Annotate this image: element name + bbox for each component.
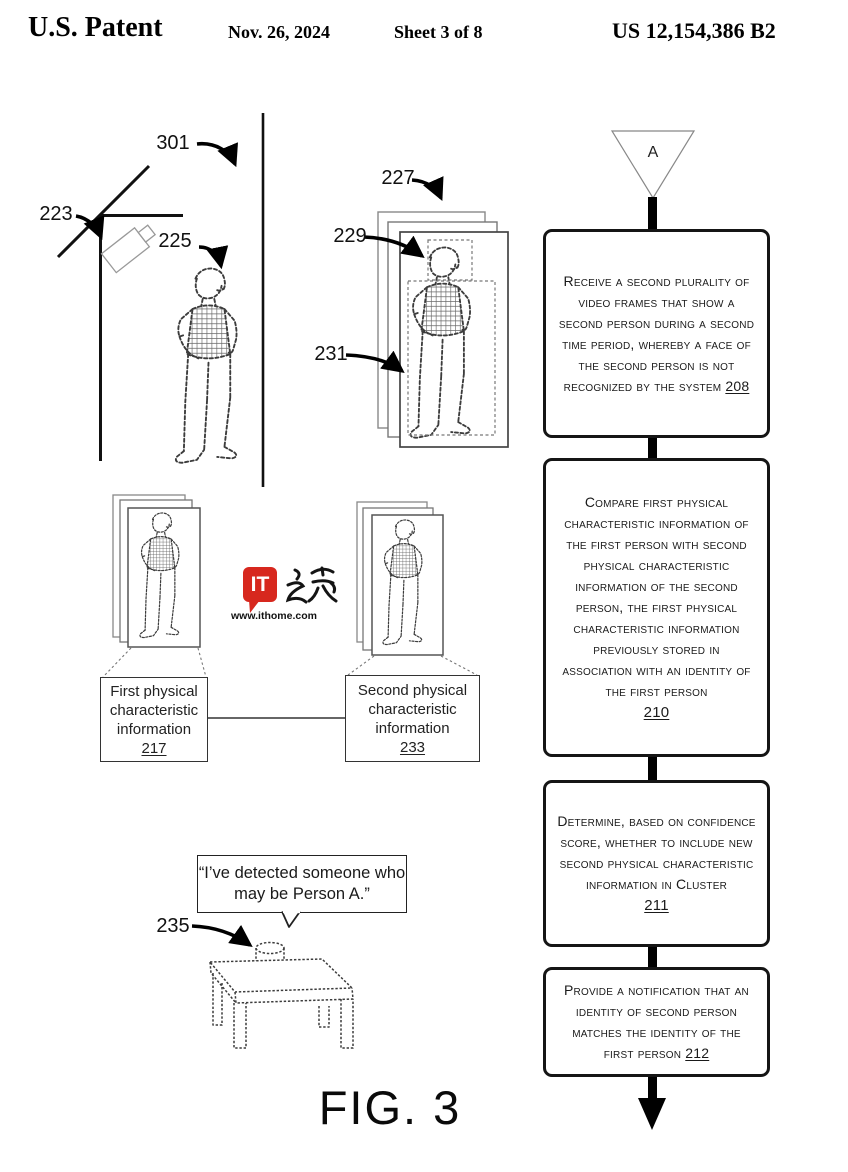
second-physical-info-box (345, 675, 480, 762)
flow-step-provide-notification (543, 967, 770, 1077)
callout-225: 225 (158, 230, 192, 252)
step-text: Provide a notification that an identity of second person matches the identity of the first person (564, 982, 749, 1061)
camera-scene (58, 113, 263, 487)
figure-caption: FIG. 3 (318, 1081, 462, 1134)
callout-301: 301 (156, 132, 190, 154)
callout-231: 231 (314, 343, 348, 365)
ithome-logo-text: IT (250, 572, 270, 596)
callout-223: 223 (39, 203, 73, 225)
first-physical-info-box (100, 677, 208, 762)
header-sheet-number: Sheet 3 of 8 (394, 22, 483, 42)
flow-step-receive-frames (543, 229, 770, 438)
ithome-logo-badge (243, 567, 277, 602)
header-title: U.S. Patent (28, 12, 163, 43)
step-text: Receive a second plurality of video frames that show a second person during a second time period, whereby a face of the second person is not recognized by the system (558, 272, 755, 394)
flow-step-compare-info (543, 458, 770, 757)
video-frames-scene (346, 180, 508, 447)
header-date: Nov. 26, 2024 (228, 22, 331, 42)
ithome-wordmark (288, 568, 336, 602)
info-box-ref: 217 (141, 739, 167, 757)
speech-bubble-tail (281, 911, 303, 931)
info-box-text: Second physical characteristic information (357, 681, 468, 737)
callout-arrow-301 (197, 144, 235, 164)
callout-arrow-225 (199, 247, 221, 266)
ithome-url: www.ithome.com (231, 610, 317, 622)
first-characteristic-stack (103, 495, 206, 677)
step-ref: 210 (643, 704, 670, 721)
speech-bubble (197, 855, 407, 913)
step-ref: 211 (644, 897, 669, 914)
callout-arrow-235 (192, 926, 250, 945)
table-icon (210, 959, 353, 1048)
callout-235: 235 (156, 915, 190, 937)
info-box-ref: 233 (399, 738, 426, 756)
step-text: Determine, based on confidence score, whether to include new second physical characteristic information in Cluster (557, 813, 756, 892)
first-person-sketch (176, 268, 237, 462)
callout-229: 229 (333, 225, 367, 247)
step-text: Compare first physical characteristic information of the first person with second physical characteristic information of the second person, the first physical characteristic information previously stored in association with an identity of the first person (562, 494, 751, 699)
table-scene (192, 926, 353, 1048)
off-page-connector-triangle (612, 131, 694, 198)
second-characteristic-stack (348, 502, 477, 675)
step-ref: 212 (685, 1045, 710, 1061)
flow-step-determine-cluster (543, 780, 770, 947)
step-ref: 208 (725, 377, 750, 394)
header-patent-number: US 12,154,386 B2 (612, 18, 776, 43)
connector-label-a: A (647, 144, 659, 161)
callout-227: 227 (381, 167, 415, 189)
info-box-text: First physical characteristic information (109, 682, 199, 738)
speech-bubble-text: “I’ve detected someone who may be Person A.” (198, 864, 406, 903)
flow-end-arrowhead (638, 1098, 666, 1130)
